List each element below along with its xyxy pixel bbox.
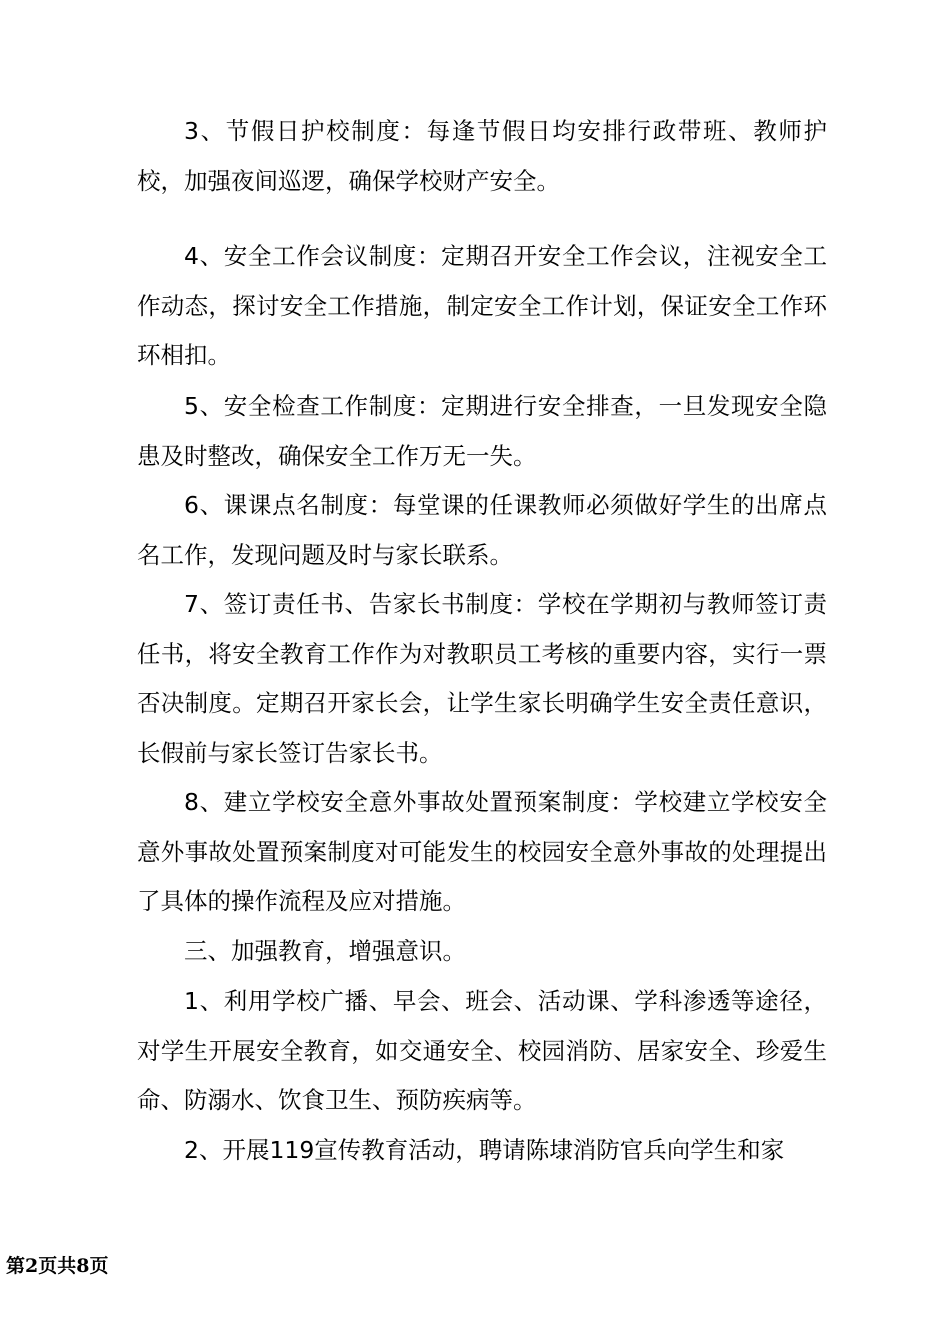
paragraph-safety-meeting: 4、安全工作会议制度：定期召开安全工作会议，注视安全工作动态，探讨安全工作措施，制定安全工作计划，保证安全工作环环相扣。 <box>137 242 827 369</box>
paragraph-safety-education: 1、利用学校广播、早会、班会、活动课、学科渗透等途径，对学生开展安全教育，如交通安全、校园消防、居家安全、珍爱生命、防溺水、饮食卫生、预防疾病等。 <box>137 987 827 1114</box>
paragraph-safety-inspection: 5、安全检查工作制度：定期进行安全排查，一旦发现安全隐患及时整改，确保安全工作万无一失。 <box>137 392 827 470</box>
section-heading-education: 三、加强教育，增强意识。 <box>184 937 466 965</box>
paragraph-119-activity: 2、开展119宣传教育活动，聘请陈埭消防官兵向学生和家 <box>184 1136 785 1164</box>
paragraph-roll-call: 6、课课点名制度：每堂课的任课教师必须做好学生的出席点名工作，发现问题及时与家长联系。 <box>137 491 827 569</box>
paragraph-holiday-guard: 3、节假日护校制度：每逢节假日均安排行政带班、教师护校，加强夜间巡逻，确保学校财产安全。 <box>137 117 827 195</box>
paragraph-responsibility-letter: 7、签订责任书、告家长书制度：学校在学期初与教师签订责任书，将安全教育工作作为对教职员工考核的重要内容，实行一票否决制度。定期召开家长会，让学生家长明确学生安全责任意识，长假前与家长签订告家长书。 <box>137 590 827 767</box>
page-number-footer: 第2页共8页 <box>6 1255 109 1277</box>
paragraph-emergency-plan: 8、建立学校安全意外事故处置预案制度：学校建立学校安全意外事故处置预案制度对可能发生的校园安全意外事故的处理提出了具体的操作流程及应对措施。 <box>137 788 827 915</box>
